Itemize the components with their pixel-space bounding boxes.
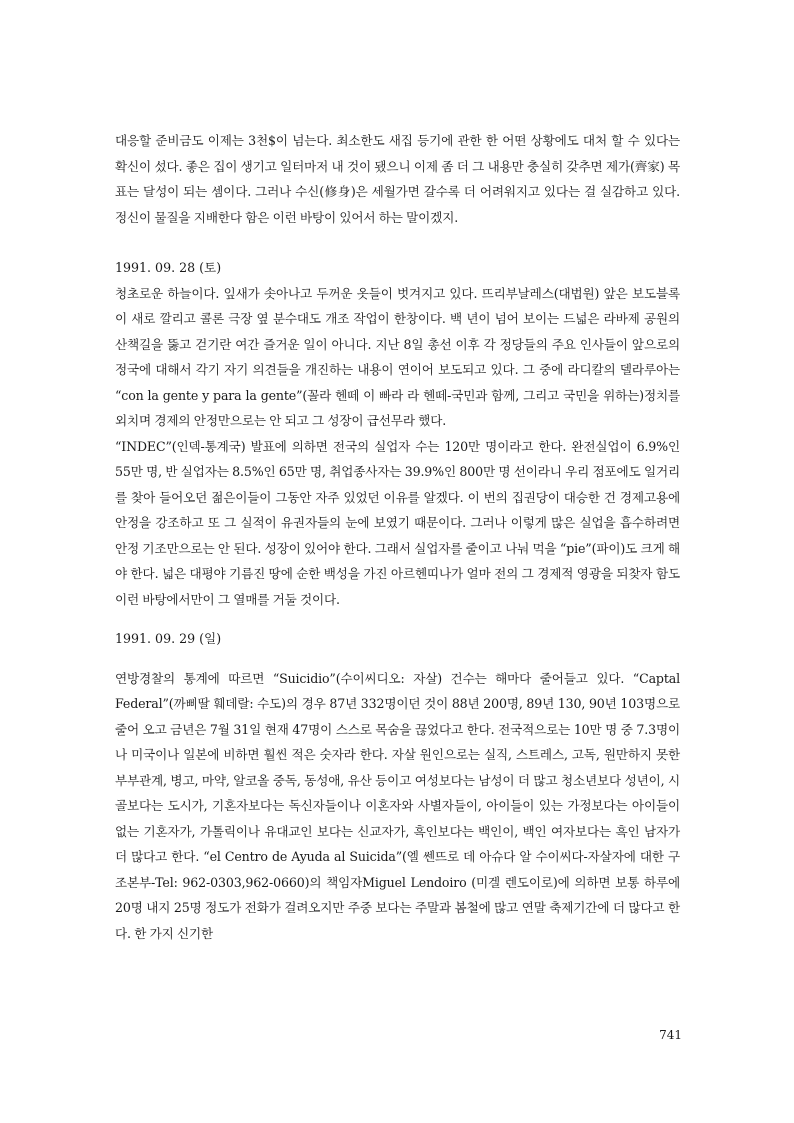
page-body bbox=[115, 128, 680, 946]
spacer bbox=[115, 612, 680, 626]
diary-date-2: 1991. 09. 29 (일) bbox=[115, 631, 222, 646]
diary-date-1: 1991. 09. 28 (토) bbox=[115, 260, 222, 275]
page-number: 741 bbox=[659, 1028, 682, 1042]
paragraph-3: “INDEC”(인덱-통계국) 발표에 의하면 전국의 실업자 수는 120만 명이라고 한다. 완전실업이 6.9%인 55만 명, 반 실업자는 8.5%인 65만 명, 취업종사자는 39.9%인 800만 명 선이라니 우리 점포에도 일거리를 찾아 들어오던 젊은이들이 그동안 자주 있었던 이유를 알겠다. 이 번의 집권당이 대승한 건 경제고용에 안정을 강조하고 또 그 실적이 유권자들의 눈에 보였기 때문이다. 그러나 이렇게 많은 실업을 흡수하려면 안정 기조만으로는 안 된다. 성장이 있어야 한다. 그래서 실업자를 줄이고 나눠 먹을 “pie”(파이)도 크게 해야 한다. 넓은 대평야 기름진 땅에 순한 백성을 가진 아르헨띠나가 얼마 전의 그 경제적 영광을 되찾자 함도 이런 바탕에서만이 그 열매를 거둘 것이다. bbox=[115, 438, 680, 607]
spacer bbox=[115, 230, 680, 255]
paragraph-2: 청초로운 하늘이다. 잎새가 솟아나고 두꺼운 옷들이 벗겨지고 있다. 뜨리부날레스(대법원) 앞은 보도블록이 새로 깔리고 콜론 극장 옆 분수대도 개조 작업이 한창이다. 백 년이 넘어 보이는 드넓은 라바제 공원의 산책길을 뚫고 걷기란 여간 즐거운 일이 아니다. 지난 8일 총선 이후 각 정당들의 주요 인사들이 앞으로의 정국에 대해서 각기 자기 의견들을 개진하는 내용이 연이어 보도되고 있다. 그 중에 라디칼의 델라루아는 “con la gente y para la gente”(꼴라 헨떼 이 빠라 라 헨떼-국민과 함께, 그리고 국민을 위하는)정치를 외치며 경제의 안정만으로는 안 되고 그 성장이 급선무라 했다. bbox=[115, 285, 680, 428]
paragraph-4: 연방경찰의 통계에 따르면 “Suicidio”(수이씨디오: 자살) 건수는 해마다 줄어들고 있다. “Captal Federal”(까삐딸 훼데랄: 수도)의 경우 87년 332명이던 것이 88년 200명, 89년 130, 90년 103명으로 줄어 오고 금년은 7월 31일 현재 47명이 스스로 목숨을 끊었다고 한다. 전국적으로는 10만 명 중 7.3명이나 미국이나 일본에 비하면 훨씬 적은 숫자라 한다. 자살 원인으로는 실직, 스트레스, 고독, 원만하지 못한 부부관계, 병고, 마약, 알코올 중독, 동성애, 유산 등이고 여성보다는 남성이 더 많고 청소년보다 성년이, 시골보다는 도시가, 기혼자보다는 독신자들이나 이혼자와 사별자들이, 아이들이 있는 가정보다는 아이들이 없는 기혼자가, 가톨릭이나 유대교인 보다는 신교자가, 흑인보다는 백인이, 백인 여자보다는 흑인 남자가 더 많다고 한다. “el Centro de Ayuda al Suicida”(엘 쎈뜨로 데 아슈다 알 수이씨다-자살자에 대한 구조본부-Tel: 962-0303,962-0660)의 책임자Miguel Lendoiro (미겔 렌도이로)에 의하면 보통 하루에 20명 내지 25명 정도가 전화가 걸려오지만 주중 보다는 주말과 봄철에 많고 연말 축제기간에 더 많다고 한다. 한 가지 신기한 bbox=[115, 670, 680, 941]
spacer bbox=[115, 652, 680, 666]
paragraph-1: 대응할 준비금도 이제는 3천$이 넘는다. 최소한도 새집 등기에 관한 한 어떤 상황에도 대처 할 수 있다는 확신이 섰다. 좋은 집이 생기고 일터마저 내 것이 됐으니 이제 좀 더 그 내용만 충실히 갖추면 제가(齊家) 목표는 달성이 되는 셈이다. 그러나 수신(修身)은 세월가면 갈수록 더 어려워지고 있다는 걸 실감하고 있다. 정신이 물질을 지배한다 함은 이런 바탕이 있어서 하는 말이겠지. bbox=[115, 133, 680, 225]
